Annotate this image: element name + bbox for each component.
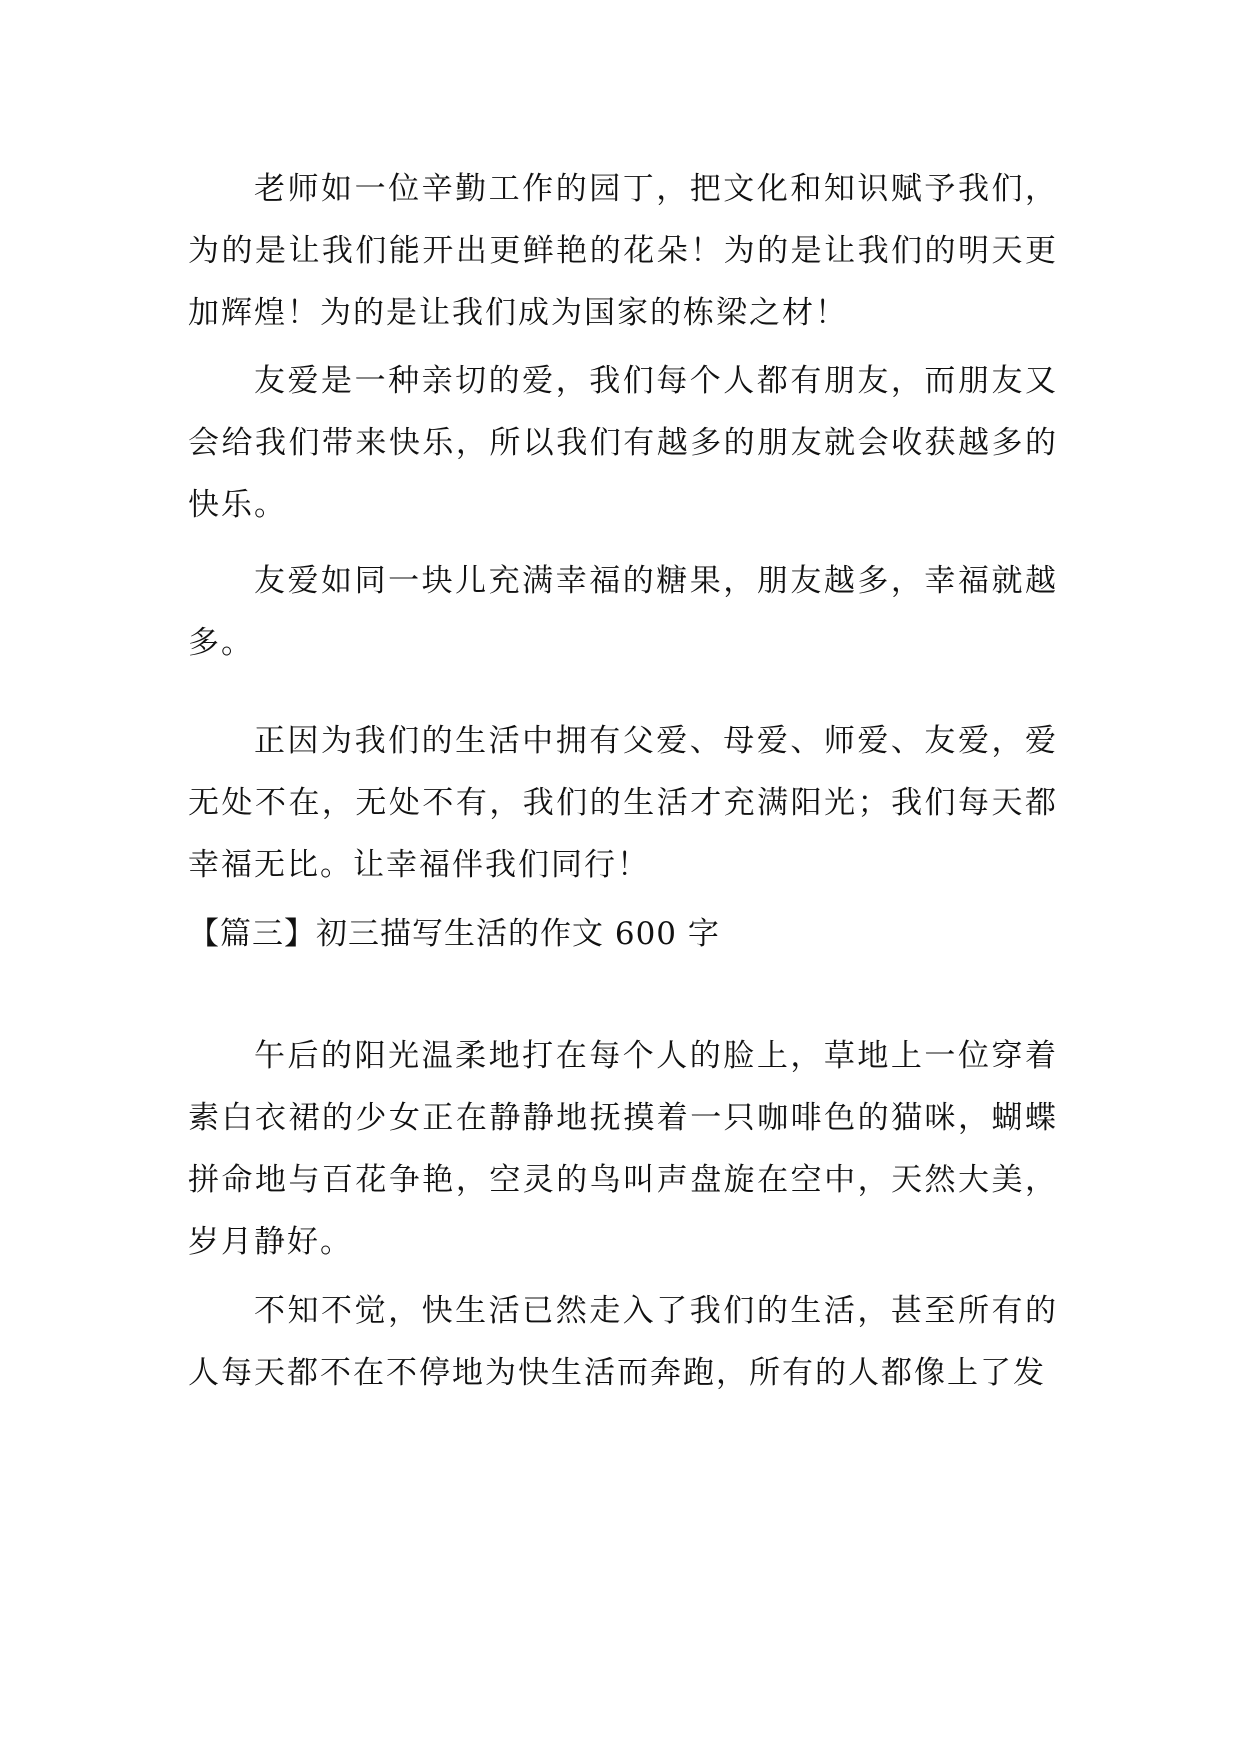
paragraph-teacher: 老师如一位辛勤工作的园丁，把文化和知识赋予我们，为的是让我们能开出更鲜艳的花朵！为的是让我们的明天更加辉煌！为的是让我们成为国家的栋梁之材！ [188,171,1058,331]
paragraph-fast-life: 不知不觉，快生活已然走入了我们的生活，甚至所有的人每天都不在不停地为快生活而奔跑，所有的人都像上了发 [188,1293,1058,1391]
paragraph-friendship-candy: 友爱如同一块儿充满幸福的糖果，朋友越多，幸福就越多。 [188,563,1058,661]
paragraph-afternoon-sun: 午后的阳光温柔地打在每个人的脸上，草地上一位穿着素白衣裙的少女正在静静地抚摸着一只咖啡色的猫咪，蝴蝶拼命地与百花争艳，空灵的鸟叫声盘旋在空中，天然大美，岁月静好。 [188,1038,1058,1260]
paragraph-love-everywhere: 正因为我们的生活中拥有父爱、母爱、师爱、友爱，爱无处不在，无处不有，我们的生活才充满阳光；我们每天都幸福无比。让幸福伴我们同行！ [188,723,1058,883]
paragraph-friendship: 友爱是一种亲切的爱，我们每个人都有朋友，而朋友又会给我们带来快乐，所以我们有越多的朋友就会收获越多的快乐。 [188,363,1058,523]
section-heading: 【篇三】初三描写生活的作文 600 字 [188,916,720,952]
